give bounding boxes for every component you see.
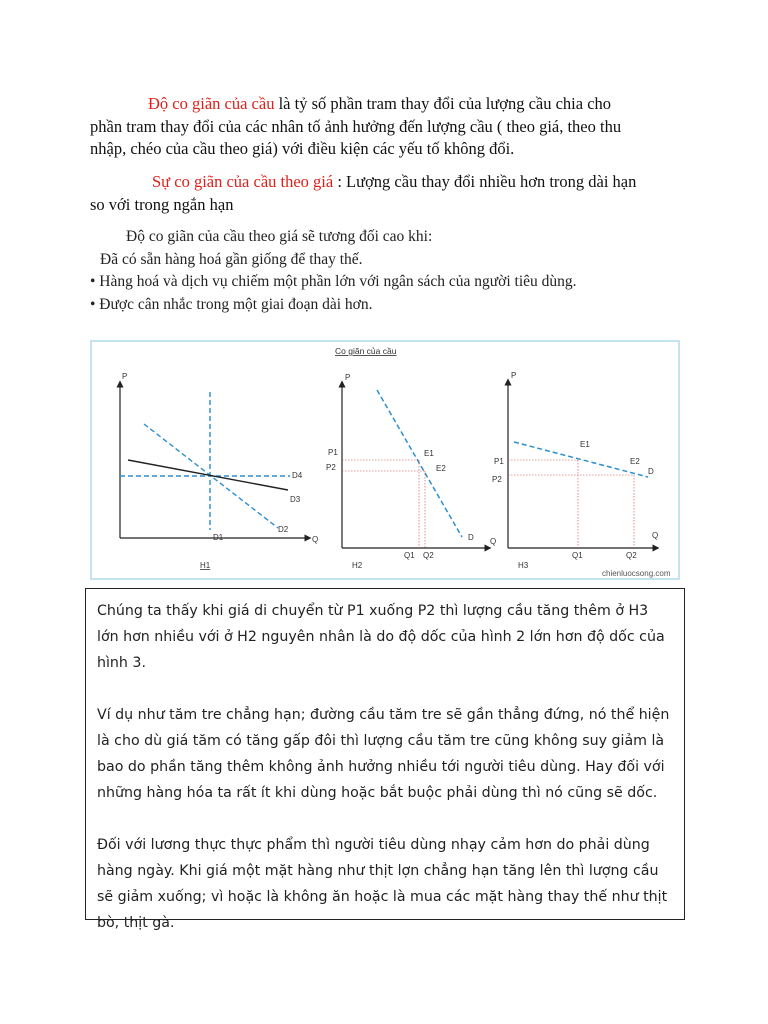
h3-label-e2: E2 [630,457,640,466]
h3-name: H3 [518,561,529,570]
h2-name: H2 [352,561,363,570]
h2-label-p1: P1 [328,448,338,457]
h1-label-d3: D3 [290,495,301,504]
h2-label-q2: Q2 [423,551,434,560]
definition-line-3: nhập, chéo của cầu theo giá) với điều kiện các yếu tố không đổi. [90,139,515,158]
definition-line-2: phần tram thay đổi của các nhân tố ảnh hưởng đến lượng cầu ( theo giá, theo thu [90,116,622,136]
figure-title: Co giãn của cầu [335,346,397,356]
h1-label-d4: D4 [292,471,303,480]
paragraph-gap [97,806,674,832]
h3-p-label: P [511,371,517,380]
paragraph-gap [97,676,674,702]
h1-label-d2: D2 [278,525,289,534]
price-elasticity-paragraph [90,171,690,216]
h2-label-p2: P2 [326,463,336,472]
h3-label-q2: Q2 [626,551,637,560]
h2-label-e2: E2 [436,464,446,473]
explanation-paragraph-1: Chúng ta thấy khi giá di chuyển từ P1 xuống P2 thì lượng cầu tăng thêm ở H3 lớn hơn nhiều với ở H2 nguyên nhân là do độ dốc của hình 2 lớn hơn độ dốc của hình 3. [97,603,665,671]
h2-label-q1: Q1 [404,551,415,560]
elasticity-diagram [92,342,678,578]
panel-h3 [492,371,658,570]
figure-watermark: chienluocsong.com [602,569,671,578]
explanation-paragraph-2: Ví dụ như tăm tre chẳng hạn; đường cầu tăm tre sẽ gần thẳng đứng, nó thể hiện là cho dù giá tăm có tăng gấp đôi thì lượng cầu tăm tre cũng không suy giảm là bao do phần tăng thêm không ảnh hưởng nhiều tới người tiêu dùng. Hay đối với những hàng hóa ta rất ít khi dùng hoặc bắt buộc phải dùng thì nó cũng sẽ dốc. [97,707,670,801]
h1-p-label: P [122,372,128,381]
explanation-box [85,588,685,931]
conditions-lead: Độ co giãn của cầu theo giá sẽ tương đối cao khi: [126,228,433,245]
h2-q-label: Q [490,537,497,546]
h1-q-label: Q [312,535,319,544]
h2-label-e1: E1 [424,449,434,458]
h1-name: H1 [200,561,211,570]
h3-label-d: D [648,467,654,476]
conditions-paragraph [90,226,730,316]
panel-h2 [326,373,496,570]
h3-label-p2: P2 [492,475,502,484]
h2-p-label: P [345,373,351,382]
definition-line-1: Độ co giãn của cầu là tỷ số phần tram thay đổi của lượng cầu chia cho [148,94,612,113]
condition-item-3: • Được cân nhắc trong một giai đoạn dài hơn. [90,295,373,313]
h3-q-label: Q [652,531,659,540]
h3-label-e1: E1 [580,440,590,449]
definition-paragraph [90,93,680,161]
condition-item-2: • Hàng hoá và dịch vụ chiếm một phần lớn với ngân sách của người tiêu dùng. [90,273,577,290]
h3-label-p1: P1 [494,457,504,466]
condition-item-1: Đã có sẵn hàng hoá gần giống để thay thế. [100,250,363,268]
h2-label-d: D [468,533,474,542]
h1-curve-d3 [128,460,288,490]
explanation-paragraph-3: Đối với lương thực thực phẩm thì người tiêu dùng nhạy cảm hơn do phải dùng hàng ngày. Khi giá một mặt hàng như thịt lợn chẳng hạn tăng lên thì lượng cầu sẽ giảm xuống; vì hoặc là không ăn hoặc là mua các mặt hàng thay thế như thịt bò, thịt gà. [97,837,668,931]
price-elasticity-line-1: Sự co giãn của cầu theo giá : Lượng cầu thay đổi nhiều hơn trong dài hạn [152,172,637,191]
h2-curve-d [377,390,462,537]
price-elasticity-term: Sự co giãn của cầu theo giá [152,172,334,191]
h1-label-d1: D1 [213,533,224,542]
panel-h1 [120,372,318,570]
price-elasticity-line-2: so với trong ngắn hạn [90,194,234,214]
elasticity-figure [90,340,680,580]
definition-term: Độ co giãn của cầu [148,94,275,113]
h3-label-q1: Q1 [572,551,583,560]
